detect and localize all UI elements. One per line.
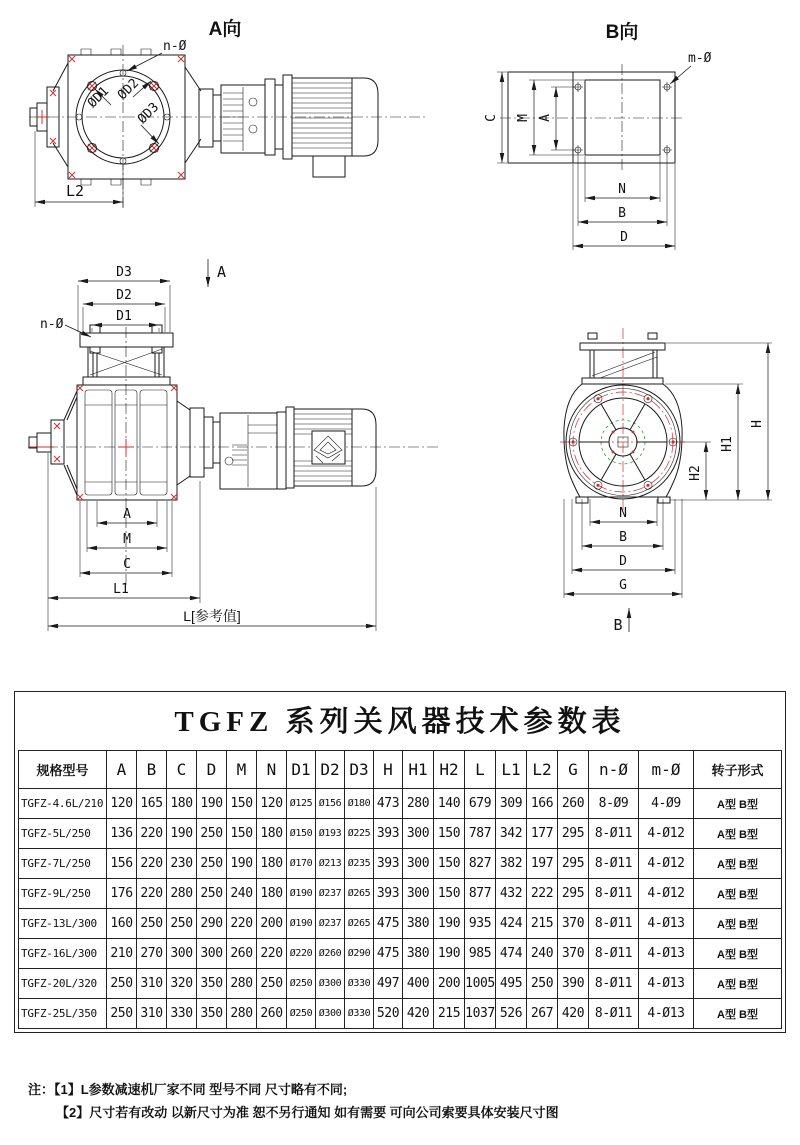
value-cell: 165 bbox=[137, 789, 167, 819]
table-row bbox=[19, 819, 782, 849]
col-header: L1 bbox=[496, 751, 527, 789]
value-cell: 166 bbox=[527, 789, 558, 819]
value-cell: 230 bbox=[167, 849, 197, 879]
view-b-title: B向 bbox=[605, 22, 639, 43]
value-cell: 497 bbox=[374, 969, 403, 999]
value-cell: 382 bbox=[496, 849, 527, 879]
param-table-header-row bbox=[19, 751, 782, 789]
value-cell: A型 B型 bbox=[694, 879, 782, 909]
note-prefix: 注： bbox=[28, 1082, 55, 1097]
value-cell: Ø265 bbox=[345, 879, 374, 909]
value-cell: 180 bbox=[257, 879, 287, 909]
value-cell: 400 bbox=[403, 969, 434, 999]
value-cell: 250 bbox=[197, 819, 227, 849]
value-cell: 432 bbox=[496, 879, 527, 909]
value-cell: Ø170 bbox=[287, 849, 316, 879]
value-cell: 280 bbox=[167, 879, 197, 909]
dim-label-h2: H2 bbox=[688, 465, 703, 481]
value-cell: 220 bbox=[227, 909, 257, 939]
model-cell: TGFZ-25L/350 bbox=[19, 999, 107, 1029]
value-cell: Ø235 bbox=[345, 849, 374, 879]
dim-label-d: D bbox=[619, 554, 627, 569]
note-line-1 bbox=[28, 1078, 559, 1101]
value-cell: 222 bbox=[527, 879, 558, 909]
dim-label-b: B bbox=[618, 206, 626, 221]
col-header: D3 bbox=[345, 751, 374, 789]
dim-label-b: B bbox=[619, 530, 627, 545]
col-header: m-Ø bbox=[639, 751, 694, 789]
value-cell: 176 bbox=[107, 879, 137, 909]
value-cell: 4-Ø12 bbox=[639, 819, 694, 849]
value-cell: 350 bbox=[197, 999, 227, 1029]
dim-label-n-hole: n-Ø bbox=[163, 39, 187, 54]
dim-label-a: A bbox=[538, 114, 553, 122]
view-b-drawing bbox=[470, 10, 800, 260]
value-cell: Ø193 bbox=[316, 819, 345, 849]
dim-label-od2: ØD2 bbox=[114, 75, 143, 104]
dim-label-c: C bbox=[123, 557, 131, 572]
value-cell: 220 bbox=[137, 819, 167, 849]
value-cell: 160 bbox=[107, 909, 137, 939]
dim-label-n: N bbox=[618, 182, 626, 197]
value-cell: A型 B型 bbox=[694, 849, 782, 879]
note-text-2: 【2】尺寸若有改动 以新尺寸为准 恕不另行通知 如有需要 可向公司索要具体安装尺寸图 bbox=[56, 1105, 559, 1120]
value-cell: 180 bbox=[167, 789, 197, 819]
view-a-drawing bbox=[25, 5, 470, 240]
model-cell: TGFZ-4.6L/210 bbox=[19, 789, 107, 819]
value-cell: 310 bbox=[137, 999, 167, 1029]
col-header: A bbox=[107, 751, 137, 789]
value-cell: 215 bbox=[527, 909, 558, 939]
value-cell: 380 bbox=[403, 939, 434, 969]
value-cell: 290 bbox=[197, 909, 227, 939]
value-cell: 200 bbox=[257, 909, 287, 939]
value-cell: 270 bbox=[137, 939, 167, 969]
value-cell: 190 bbox=[167, 819, 197, 849]
value-cell: 190 bbox=[434, 909, 465, 939]
section-label-b: B bbox=[613, 616, 623, 634]
value-cell: Ø237 bbox=[316, 879, 345, 909]
value-cell: 8-Ø11 bbox=[589, 909, 639, 939]
value-cell: 679 bbox=[465, 789, 496, 819]
value-cell: 250 bbox=[107, 969, 137, 999]
value-cell: 260 bbox=[558, 789, 589, 819]
value-cell: 150 bbox=[434, 849, 465, 879]
value-cell: 473 bbox=[374, 789, 403, 819]
value-cell: 215 bbox=[434, 999, 465, 1029]
value-cell: 295 bbox=[558, 819, 589, 849]
value-cell: 295 bbox=[558, 879, 589, 909]
value-cell: Ø330 bbox=[345, 969, 374, 999]
dim-label-od1: ØD1 bbox=[84, 83, 113, 112]
model-cell: TGFZ-9L/250 bbox=[19, 879, 107, 909]
dim-label-g: G bbox=[619, 578, 627, 593]
col-header: n-Ø bbox=[589, 751, 639, 789]
value-cell: 220 bbox=[137, 849, 167, 879]
dim-label-d3: D3 bbox=[116, 265, 132, 280]
value-cell: 393 bbox=[374, 819, 403, 849]
col-header: D2 bbox=[316, 751, 345, 789]
value-cell: 190 bbox=[227, 849, 257, 879]
value-cell: 250 bbox=[257, 969, 287, 999]
dim-label-h1: H1 bbox=[720, 436, 735, 452]
col-header: H2 bbox=[434, 751, 465, 789]
dim-label-a: A bbox=[123, 507, 131, 522]
value-cell: 250 bbox=[527, 969, 558, 999]
value-cell: Ø260 bbox=[316, 939, 345, 969]
note-text-1: 【1】L参数减速机厂家不同 型号不同 尺寸略有不同; bbox=[54, 1082, 348, 1097]
col-header: D1 bbox=[287, 751, 316, 789]
value-cell: 8-Ø11 bbox=[589, 999, 639, 1029]
dim-label-m: M bbox=[123, 532, 131, 547]
value-cell: A型 B型 bbox=[694, 969, 782, 999]
dim-label-n: N bbox=[619, 506, 627, 521]
front-view-drawing bbox=[20, 255, 560, 645]
value-cell: 250 bbox=[107, 999, 137, 1029]
value-cell: 260 bbox=[257, 999, 287, 1029]
model-cell: TGFZ-7L/250 bbox=[19, 849, 107, 879]
value-cell: 350 bbox=[197, 969, 227, 999]
dim-label-l-ref: L[参考值] bbox=[183, 608, 241, 624]
value-cell: 150 bbox=[434, 819, 465, 849]
value-cell: 180 bbox=[257, 819, 287, 849]
value-cell: A型 B型 bbox=[694, 909, 782, 939]
value-cell: Ø250 bbox=[287, 999, 316, 1029]
table-row bbox=[19, 969, 782, 999]
value-cell: 330 bbox=[167, 999, 197, 1029]
table-row bbox=[19, 999, 782, 1029]
table-row bbox=[19, 909, 782, 939]
value-cell: 4-Ø13 bbox=[639, 939, 694, 969]
model-cell: TGFZ-13L/300 bbox=[19, 909, 107, 939]
dim-label-n-hole: n-Ø bbox=[40, 317, 64, 332]
value-cell: 985 bbox=[465, 939, 496, 969]
value-cell: 475 bbox=[374, 939, 403, 969]
note-line-2 bbox=[28, 1101, 559, 1124]
value-cell: 136 bbox=[107, 819, 137, 849]
value-cell: 300 bbox=[403, 849, 434, 879]
value-cell: 250 bbox=[137, 909, 167, 939]
value-cell: 150 bbox=[227, 789, 257, 819]
parameter-table bbox=[14, 691, 786, 1033]
dim-label-d1: D1 bbox=[116, 309, 132, 324]
dim-label-d2: D2 bbox=[116, 288, 132, 303]
value-cell: 935 bbox=[465, 909, 496, 939]
model-cell: TGFZ-5L/250 bbox=[19, 819, 107, 849]
table-row bbox=[19, 879, 782, 909]
value-cell: 197 bbox=[527, 849, 558, 879]
value-cell: 190 bbox=[434, 939, 465, 969]
view-a-title: A向 bbox=[208, 19, 242, 40]
value-cell: A型 B型 bbox=[694, 819, 782, 849]
col-header: D bbox=[197, 751, 227, 789]
value-cell: A型 B型 bbox=[694, 999, 782, 1029]
value-cell: Ø213 bbox=[316, 849, 345, 879]
value-cell: 300 bbox=[403, 819, 434, 849]
col-header: N bbox=[257, 751, 287, 789]
value-cell: 280 bbox=[227, 999, 257, 1029]
value-cell: 8-Ø9 bbox=[589, 789, 639, 819]
value-cell: 393 bbox=[374, 849, 403, 879]
notes bbox=[28, 1078, 559, 1124]
value-cell: 1037 bbox=[465, 999, 496, 1029]
value-cell: 280 bbox=[403, 789, 434, 819]
col-header: C bbox=[167, 751, 197, 789]
value-cell: 342 bbox=[496, 819, 527, 849]
value-cell: 8-Ø11 bbox=[589, 939, 639, 969]
value-cell: 526 bbox=[496, 999, 527, 1029]
value-cell: 267 bbox=[527, 999, 558, 1029]
model-cell: TGFZ-20L/320 bbox=[19, 969, 107, 999]
dim-label-l2: L2 bbox=[65, 182, 85, 200]
section-label-a: A bbox=[217, 263, 227, 281]
col-header: 转子形式 bbox=[694, 751, 782, 789]
value-cell: 420 bbox=[558, 999, 589, 1029]
value-cell: Ø300 bbox=[316, 999, 345, 1029]
col-header: M bbox=[227, 751, 257, 789]
value-cell: 150 bbox=[434, 879, 465, 909]
value-cell: 420 bbox=[403, 999, 434, 1029]
value-cell: 520 bbox=[374, 999, 403, 1029]
value-cell: 120 bbox=[257, 789, 287, 819]
value-cell: Ø290 bbox=[345, 939, 374, 969]
table-row bbox=[19, 939, 782, 969]
value-cell: 8-Ø11 bbox=[589, 819, 639, 849]
value-cell: Ø190 bbox=[287, 909, 316, 939]
col-header: B bbox=[137, 751, 167, 789]
model-cell: TGFZ-16L/300 bbox=[19, 939, 107, 969]
dim-label-od3: ØD3 bbox=[134, 99, 163, 128]
value-cell: 309 bbox=[496, 789, 527, 819]
value-cell: 393 bbox=[374, 879, 403, 909]
value-cell: 250 bbox=[197, 879, 227, 909]
value-cell: 310 bbox=[137, 969, 167, 999]
value-cell: Ø265 bbox=[345, 909, 374, 939]
value-cell: 8-Ø11 bbox=[589, 849, 639, 879]
value-cell: 295 bbox=[558, 849, 589, 879]
value-cell: Ø250 bbox=[287, 969, 316, 999]
value-cell: 4-Ø12 bbox=[639, 849, 694, 879]
value-cell: 150 bbox=[227, 819, 257, 849]
table-title: TGFZ 系列关风器技术参数表 bbox=[174, 706, 626, 738]
flange-holes bbox=[573, 82, 672, 155]
end-view-drawing bbox=[530, 300, 800, 650]
value-cell: 4-Ø13 bbox=[639, 969, 694, 999]
value-cell: 390 bbox=[558, 969, 589, 999]
value-cell: 190 bbox=[197, 789, 227, 819]
col-header: H bbox=[374, 751, 403, 789]
value-cell: Ø180 bbox=[345, 789, 374, 819]
value-cell: 140 bbox=[434, 789, 465, 819]
col-header: G bbox=[558, 751, 589, 789]
value-cell: 4-Ø12 bbox=[639, 879, 694, 909]
dim-label-h: H bbox=[750, 420, 765, 428]
value-cell: 4-Ø13 bbox=[639, 909, 694, 939]
value-cell: 877 bbox=[465, 879, 496, 909]
value-cell: 210 bbox=[107, 939, 137, 969]
dim-label-m: M bbox=[516, 114, 531, 122]
col-header: L2 bbox=[527, 751, 558, 789]
value-cell: A型 B型 bbox=[694, 789, 782, 819]
value-cell: 240 bbox=[527, 939, 558, 969]
value-cell: Ø220 bbox=[287, 939, 316, 969]
dim-label-l1: L1 bbox=[113, 582, 129, 597]
value-cell: 380 bbox=[403, 909, 434, 939]
value-cell: 120 bbox=[107, 789, 137, 819]
table-row bbox=[19, 849, 782, 879]
value-cell: 370 bbox=[558, 909, 589, 939]
value-cell: 495 bbox=[496, 969, 527, 999]
value-cell: Ø225 bbox=[345, 819, 374, 849]
value-cell: 4-Ø13 bbox=[639, 999, 694, 1029]
value-cell: Ø150 bbox=[287, 819, 316, 849]
param-table-body bbox=[19, 789, 782, 1029]
value-cell: 250 bbox=[167, 909, 197, 939]
value-cell: Ø330 bbox=[345, 999, 374, 1029]
value-cell: Ø237 bbox=[316, 909, 345, 939]
value-cell: A型 B型 bbox=[694, 939, 782, 969]
table-row bbox=[19, 789, 782, 819]
value-cell: 787 bbox=[465, 819, 496, 849]
value-cell: 260 bbox=[227, 939, 257, 969]
value-cell: 424 bbox=[496, 909, 527, 939]
value-cell: 827 bbox=[465, 849, 496, 879]
value-cell: 250 bbox=[197, 849, 227, 879]
value-cell: Ø190 bbox=[287, 879, 316, 909]
value-cell: 177 bbox=[527, 819, 558, 849]
dim-label-m-hole: m-Ø bbox=[688, 51, 712, 66]
col-header: L bbox=[465, 751, 496, 789]
dim-label-d: D bbox=[620, 230, 628, 245]
value-cell: 280 bbox=[227, 969, 257, 999]
value-cell: Ø300 bbox=[316, 969, 345, 999]
value-cell: 240 bbox=[227, 879, 257, 909]
value-cell: 300 bbox=[403, 879, 434, 909]
value-cell: 180 bbox=[257, 849, 287, 879]
dim-label-c: C bbox=[484, 114, 499, 122]
value-cell: 300 bbox=[197, 939, 227, 969]
value-cell: Ø156 bbox=[316, 789, 345, 819]
col-header: 规格型号 bbox=[19, 751, 107, 789]
value-cell: 220 bbox=[137, 879, 167, 909]
value-cell: 1005 bbox=[465, 969, 496, 999]
value-cell: 220 bbox=[257, 939, 287, 969]
param-table bbox=[18, 750, 782, 1029]
value-cell: 4-Ø9 bbox=[639, 789, 694, 819]
value-cell: 475 bbox=[374, 909, 403, 939]
value-cell: 8-Ø11 bbox=[589, 879, 639, 909]
value-cell: 474 bbox=[496, 939, 527, 969]
value-cell: 200 bbox=[434, 969, 465, 999]
value-cell: 370 bbox=[558, 939, 589, 969]
value-cell: Ø125 bbox=[287, 789, 316, 819]
value-cell: 320 bbox=[167, 969, 197, 999]
value-cell: 156 bbox=[107, 849, 137, 879]
value-cell: 8-Ø11 bbox=[589, 969, 639, 999]
value-cell: 300 bbox=[167, 939, 197, 969]
col-header: H1 bbox=[403, 751, 434, 789]
